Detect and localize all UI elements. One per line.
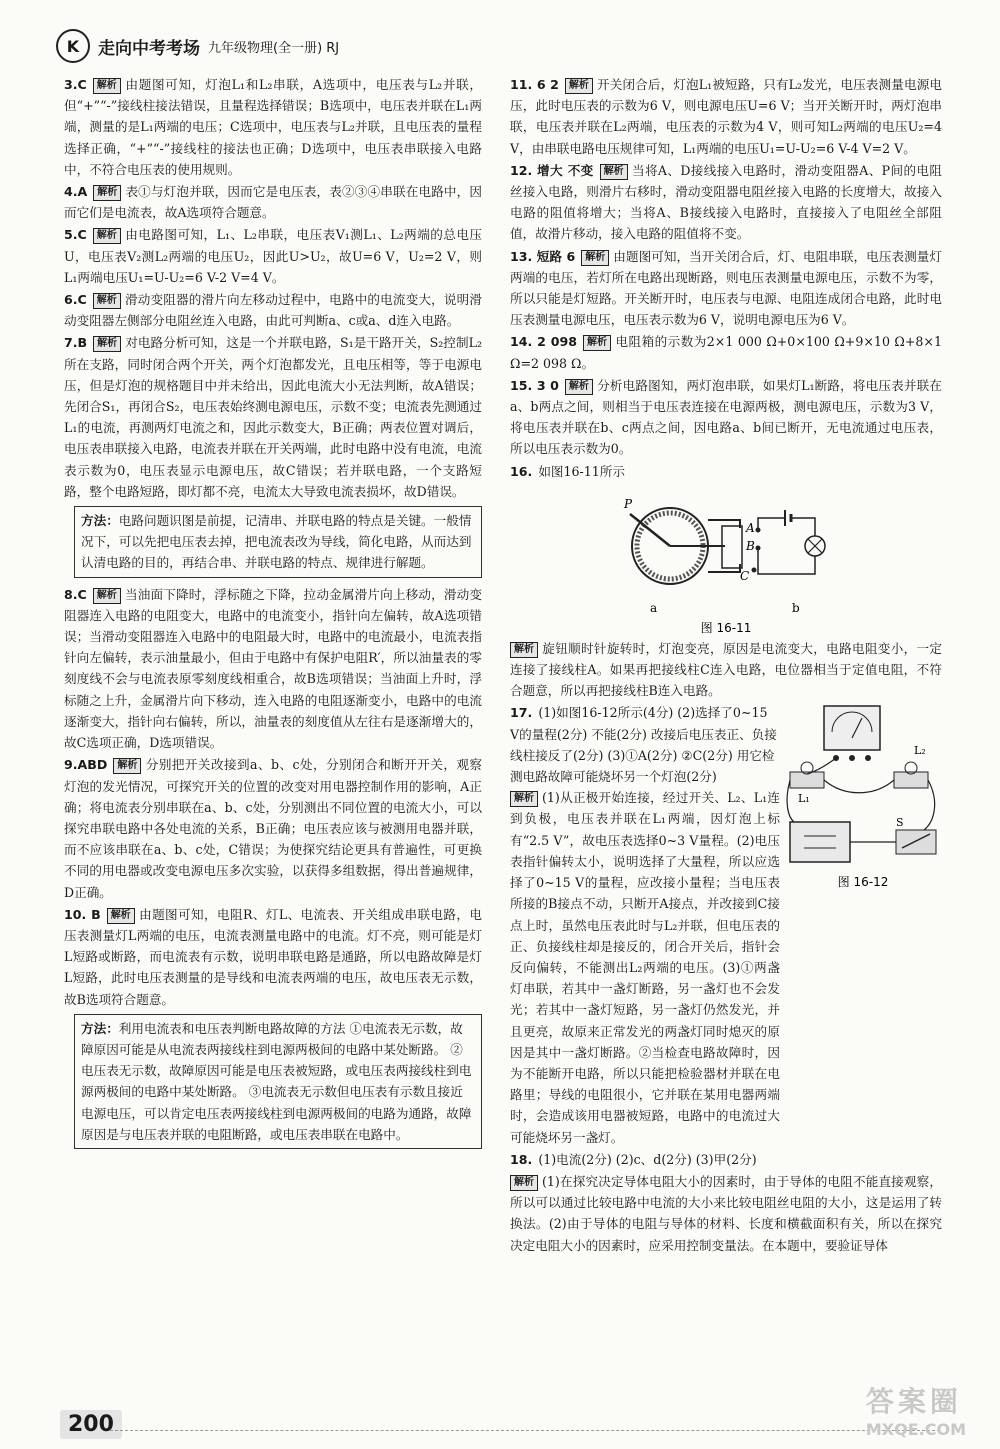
explanation-tag: 解析 [93, 293, 121, 309]
answer-number: 15. 3 0 [510, 377, 559, 393]
answer-item [64, 754, 482, 902]
answer-item [64, 904, 482, 1010]
explanation-tag: 解析 [93, 588, 121, 604]
method-text: 电路问题识图是前提，记清串、并联电路的特点是关键。一般情况下，可以先把电压表去掉，把电流表改为导线，简化电路，从而达到认清电路的目的，再结合串、并联电路的特点、规律进行解题。 [81, 513, 472, 571]
explanation-tag: 解析 [93, 228, 121, 244]
watermark-text: 答案圈 [865, 1385, 962, 1418]
answer-text: 分析电路图知，两灯泡串联，如果灯L₁断路，将电压表并联在a、b两点之间，则相当于电压表连接在电源两极，测电源电压，示数为3 V，将电压表并联在b、c两点之间，因电路a、b间已断开，无电流通过电压表，所以电压表示数为0。 [510, 377, 942, 457]
book-title: 九年级物理(全一册) RJ [208, 40, 340, 56]
answer-text: (1)从正极开始连接，经过开关、L₂、L₁连到负极，电压表并联在L₁两端，因灯泡上标有“2.5 V”，故电压表选择0~3 V量程。(2)电压表指针偏转太小，说明选择了大量程，所以应选择了0~15 V的量程，应改接小量程；当电压表所接的B接点不动，只断开A接点，并改接到C接点上时，虽然电压表此时与L₂并联，但电压表的正、负接线柱却是接反的，闭合开关后，指针会反向偏转，不能测出L₂两端的电压。(3)①两盏灯串联，若其中一盏灯断路，另一盏灯也不会发光；若其中一盏灯短路，另一盏灯仍然发光，并且更亮，故原来正常发光的两盏灯同时熄灭的原因是其中一盏灯断路。②当检查电路故障时，因为不能断开电路，所以只能把检验器材并联在电路里；导线的电阻很小，它并联在某用电器两端时，会造成该用电器被短路，电路中的电流过大可能烧坏另一盏灯。 [510, 790, 780, 1145]
answer-number: 17. [510, 705, 533, 721]
right-column [510, 74, 942, 1257]
answer-number: 18. [510, 1151, 533, 1167]
answer-item [64, 224, 482, 288]
circuit-wiring-diagram [784, 702, 942, 932]
label-s: S [896, 816, 904, 830]
answer-item [510, 246, 942, 331]
label-l2: L₂ [914, 744, 926, 758]
page-number: 200 [60, 1410, 122, 1439]
method-box [74, 506, 482, 578]
switch-icon [896, 830, 936, 854]
answer-item [510, 1149, 942, 1170]
answer-text: 旋钮顺时针旋转时，灯泡变亮，原因是电流变大，电路电阻变小，一定连接了接线柱A。如果再把接线柱C连入电路，电位器相当于定值电阻，不符合题意，所以再把接线柱B连入电路。 [510, 640, 942, 699]
figure-caption: 图 16-12 [837, 875, 889, 890]
explanation-tag: 解析 [113, 758, 141, 774]
answer-number: 9.ABD [64, 757, 108, 773]
answer-text: 由题图可知，当开关闭合后，灯、电阻串联，电压表测量灯两端的电压，若灯所在电路出现断路，则电压表测量电源电压，示数不为零，所以只能是灯短路。开关断开时，电压表与电源、电阻连成闭合电路，此时电压表测量电源电压，电压表示数为6 V，说明电源电压为6 V。 [510, 248, 942, 328]
wire [824, 780, 894, 793]
q17-explain-start [510, 787, 780, 1147]
answer-item [510, 331, 942, 373]
answer-item [510, 160, 942, 245]
answer-number: 5.C [64, 227, 87, 243]
answer-item [64, 332, 482, 502]
answer-number: 8.C [64, 586, 87, 602]
pin-label-c: C [740, 568, 750, 583]
explanation-tag: 解析 [581, 250, 609, 266]
answer-item [510, 375, 942, 460]
label-l1: L₁ [798, 792, 810, 806]
answer-text: (1)如图16-12所示(4分) (2)选择了0~15 V的量程(2分) 不能(2分) 改接后电压表正、负接线柱接反了(2分) (3)①A(2分) ②C(2分) 用它检测电路故障可能烧坏另一个灯泡(2分) [510, 705, 777, 785]
meter-terminal [849, 755, 855, 761]
brand-name: 走向中考考场 [98, 38, 200, 59]
sub-figure-label-b: b [792, 600, 800, 615]
terminal-c-dot [752, 567, 757, 572]
page-header [56, 28, 339, 64]
answer-text: 由电路图可知，L₁、L₂串联，电压表V₁测L₁、L₂两端的总电压U，电压表V₂测L₂两端的电压U₂，因此U>U₂，故U=6 V，U₂=2 V，则L₁两端电压U₁=U-U₂=6 V-2 V=4 V。 [64, 227, 482, 285]
explanation-tag: 解析 [107, 908, 135, 924]
pin-label-p: P [624, 496, 633, 511]
answer-item [510, 638, 942, 702]
meter-terminal [865, 755, 871, 761]
wire [791, 518, 815, 536]
answer-text: 开关闭合后，灯泡L₁被短路，只有L₂发光，电压表测量电源电压，此时电压表的示数为6 V，则电源电压U=6 V；当开关断开时，两灯泡串联，电压表并联在L₂两端，电压表的示数为4 V，则可知L₂两端的电压U₂=4 V，由串联电路电压规律可知，L₁两端的电压U₁=U-U₂=6 V-4 V=2 V。 [510, 77, 943, 156]
explanation-tag: 解析 [510, 791, 538, 807]
sub-figure-label-a: a [650, 600, 658, 615]
answer-number: 6.C [64, 292, 87, 308]
explanation-tag: 解析 [583, 335, 611, 351]
pin-label-b: B [746, 538, 755, 553]
answer-item [510, 74, 942, 159]
answer-item [510, 461, 942, 482]
answer-text: 由题图可知，电阻R、灯L、电流表、开关组成串联电路，电压表测量灯L两端的电压，电流表测量电路中的电流。灯不亮，则可能是灯L短路或断路，而电流表有示数，说明串联电路是通路，所以电路故障是灯L短路，此时电压表测量的是导线和电流表两端的电压，故电压表无示数，故B选项符合题意。 [64, 906, 482, 1007]
figure-16-11 [510, 484, 942, 634]
brand-logo-icon: K [56, 29, 90, 63]
answer-number: 7.B [64, 335, 88, 351]
answer-number: 16. [510, 463, 533, 479]
explanation-tag: 解析 [93, 185, 121, 201]
figure-16-12 [784, 702, 942, 932]
watermark-url: MXQE.COM [865, 1420, 966, 1439]
answer-text: 滑动变阻器的滑片向左移动过程中，电路中的电流变大，说明滑动变阻器左侧部分电阻丝连入电路，由此可判断a、c或a、d连入电路。 [64, 292, 482, 329]
answer-number: 4.A [64, 184, 88, 200]
answer-number: 14. 2 098 [510, 334, 578, 350]
wire [758, 518, 785, 530]
answer-item [64, 181, 482, 223]
answer-text: 分别把开关改接到a、b、c处，分别闭合和断开开关，观察灯泡的发光情况，可探究开关的位置的改变对用电器控制作用的影响，A正确；将电流表分别串联在a、b、c处，分别测出不同位置的电流大小，可以探究串联电路中各处电流的关系，B正确；电压表应该与被测用电器并联，而不应该串联在a、b、c处，C错误；为使探究结论更具有普遍性，可更换不同的用电器或改变电源电压多次实验，以获得多组数据，得出普遍规律，D正确。 [64, 757, 482, 900]
answer-item [64, 584, 482, 754]
figure-caption: 图 16-11 [700, 620, 752, 634]
answer-text: (1)电流(2分) (2)c、d(2分) (3)甲(2分) [538, 1151, 757, 1167]
method-label: 方法： [81, 513, 119, 529]
explanation-tag: 解析 [93, 336, 121, 352]
left-column [64, 74, 482, 1155]
explanation-tag: 解析 [565, 379, 593, 395]
answer-number: 10. B [64, 906, 101, 922]
answer-text: 电阻箱的示数为2×1 000 Ω+0×100 Ω+9×10 Ω+8×1 Ω=2 098 Ω。 [510, 334, 942, 371]
watermark [866, 1380, 966, 1439]
explanation-tag: 解析 [510, 1175, 538, 1191]
answer-number: 13. 短路 6 [510, 248, 576, 264]
answer-text: 当油面下降时，浮标随之下降，拉动金属滑片向上移动，滑动变阻器连入电路的电阻变大，电路中的电流变小，指针向左偏转，故A选项错误；当滑动变阻器连入电路中的电阻最大时，电路中的电流最小，电流表指针向左偏转，表示油量最小，但由于电路中有保护电阻R′，所以油量表的零刻度线不会与电流表原零刻度线相重合，故B选项错误；当油面上升时，浮标随之上升，金属滑片向下移动，连入电路的电阻逐渐变小，电路中的电流逐渐变大，指针向右偏转，所以，油量表的刻度值从左往右是逐渐增大的，故C选项正确，D选项错误。 [64, 586, 482, 751]
answer-number: 12. 增大 不变 [510, 162, 594, 178]
terminal-a-lead [708, 520, 740, 528]
answer-number: 11. 6 2 [510, 77, 559, 92]
answer-item [510, 1171, 942, 1256]
answer-text: 由题图可知，灯泡L₁和L₂串联，A选项中，电压表与L₂并联，但“+”“-”接线柱接法错误，且量程选择错误；B选项中，电压表并联在L₁两端，测量的是L₁两端的电压；C选项中，电压表与L₂并联，且电压表的量程选择正确，“+”“-”接线柱的接法也正确；D选项中，电压表串联接入电路中，不符合电压表的使用规则。 [64, 77, 482, 177]
answer-text: 对电路分析可知，这是一个并联电路，S₁是干路开关，S₂控制L₂所在支路，同时闭合两个开关，两个灯泡都发光，且电压相等，等于电源电压，但是灯泡的规格题目中并未给出，因此电流大小无法判断，故A错误；先闭合S₁，再闭合S₂，电压表始终测电源电压，示数不变；电流表先测通过L₁的电流，再测两灯电流之和，因此示数变大，B正确；两表位置对调后，电压表串联接入电路，电流表并联在开关两端，此时电路中没有电流，电流表示数为0，电压表显示电源电压，故C错误；若并联电路，一个支路短路，整个电路短路，即灯都不亮，电流太大导致电流表损坏，故D错误。 [64, 335, 482, 499]
potentiometer-circuit-diagram [510, 484, 942, 634]
answer-number: 3.C [64, 77, 87, 92]
battery-box-icon [790, 822, 850, 862]
answer-item [64, 74, 482, 180]
method-text: 利用电流表和电压表判断电路故障的方法 ①电流表无示数，故障原因可能是从电流表两接线柱到电源两极间的电路中某处断路。 ②电压表无示数，故障原因可能是电压表被短路，或电压表两接线柱到电源两极间的电路中某处断路。 ③电流表无示数但电压表有示数且接近电源电压，可以肯定电压表两接线柱到电源两极间的电路为通路，故障原因是与电压表并联的电阻断路，或电压表串联在电路中。 [81, 1020, 472, 1142]
answer-text: 表①与灯泡并联，因而它是电压表，表②③④串联在电路中，因而它们是电流表，故A选项符合题意。 [64, 184, 482, 221]
question-17 [510, 702, 942, 1147]
explanation-tag: 解析 [565, 78, 593, 94]
method-box [74, 1014, 482, 1149]
explanation-tag: 解析 [93, 78, 121, 94]
q17-answer [510, 702, 780, 787]
answer-text: 如图16-11所示 [538, 463, 625, 479]
footer-rule [110, 1430, 940, 1431]
pin-label-a: A [746, 520, 755, 535]
method-label: 方法： [81, 1020, 119, 1036]
answer-text: 当将A、D接线接入电路时，滑动变阻器A、P间的电阻丝接入电路，则滑片右移时，滑动变阻器电阻丝接入电路的长度增大，故接入电路的阻值将增大；当将A、B接线接入电路时，直接接入了电阻丝全部阻值，故滑片移动，接入电路的阻值将不变。 [510, 162, 942, 242]
explanation-tag: 解析 [600, 164, 628, 180]
explanation-tag: 解析 [510, 642, 538, 658]
answer-item [64, 289, 482, 331]
answer-text: (1)在探究决定导体电阻大小的因素时，由于导体的电阻不能直接观察，所以可以通过比较电路中电流的大小来比较电阻丝电阻的大小，这是运用了转换法。(2)由于导体的电阻与导体的材料、长度和横截面积有关，所以在探究决定电阻大小的因素时，应采用控制变量法。在本题中，要验证导体 [510, 1173, 942, 1253]
